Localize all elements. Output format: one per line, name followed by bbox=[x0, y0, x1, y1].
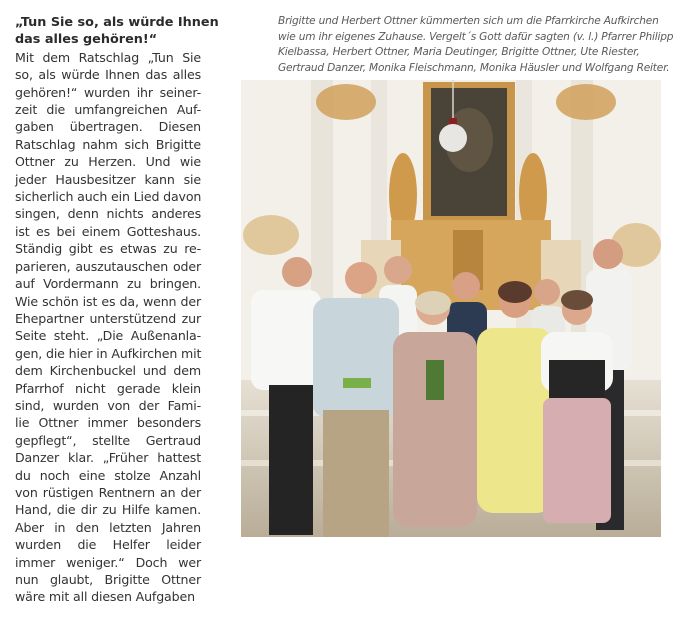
body-line: Mit dem Ratschlag „Tun Sie bbox=[15, 49, 201, 65]
group-photo bbox=[241, 80, 661, 537]
body-line: wäre mit all diesen Aufgaben bbox=[15, 589, 195, 605]
headline-line: das alles gehören!“ bbox=[15, 32, 158, 48]
body-line: nun glaubt, Brigitte Ottner bbox=[15, 572, 201, 587]
article-body bbox=[15, 49, 201, 606]
church-altar-group-illustration bbox=[241, 80, 661, 537]
body-line: von rüstigen Rentnern an der bbox=[15, 484, 201, 500]
body-line: auf Vordermann zu bringen. bbox=[15, 276, 201, 292]
body-line: Hand, die dir zu Hilfe kamen. bbox=[15, 502, 201, 518]
body-line: gehören!“ wurden ihr seiner- bbox=[15, 84, 201, 100]
body-line: Danzer klar. „Früher hattest bbox=[15, 450, 201, 466]
body-line: jeder Hausbesitzer kann sie bbox=[15, 171, 201, 187]
body-line: dem Kirchenbuckel und dem bbox=[15, 363, 201, 379]
photo-caption bbox=[278, 14, 674, 76]
body-line: ist es bei einem Gotteshaus. bbox=[15, 223, 201, 239]
body-line: Ständig gibt es etwas zu re- bbox=[15, 241, 201, 257]
body-line: Ratschlag nahm sich Brigitte bbox=[15, 136, 201, 152]
caption-line: wie um ihr eigenes Zuhause. Vergelt´s Gott dafür sagten (v. l.) Pfarrer Philipp bbox=[278, 30, 674, 43]
body-line: gen, die hier in Aufkirchen mit bbox=[15, 345, 202, 361]
body-line: Seite steht. „Die Außenanla- bbox=[15, 328, 201, 344]
body-line: Ottner zu Herzen. Und wie bbox=[15, 154, 201, 170]
body-line: Aber in den letzten Jahren bbox=[15, 519, 201, 535]
body-line: Pfarrhof nicht gerade klein bbox=[15, 380, 201, 396]
body-line: gaben übertragen. Diesen bbox=[15, 119, 201, 135]
body-line: zeit die umfangreichen Auf- bbox=[15, 102, 201, 118]
body-line: wurden die Helfer leider bbox=[15, 537, 201, 553]
body-line: du noch eine stolze Anzahl bbox=[15, 467, 201, 483]
body-line: so, als würde Ihnen das alles bbox=[15, 67, 201, 83]
body-line: Wie schön ist es da, wenn der bbox=[15, 293, 201, 309]
headline-line: „Tun Sie so, als würde Ihnen bbox=[15, 15, 219, 30]
body-line: parieren, auszutauschen oder bbox=[15, 258, 201, 274]
body-line: immer weniger.“ Doch wer bbox=[15, 554, 201, 570]
caption-line: Kielbassa, Herbert Ottner, Maria Deutinger, Brigitte Ottner, Ute Riester, bbox=[278, 46, 640, 59]
body-line: Ehepartner unterstützend zur bbox=[15, 310, 201, 326]
article-headline bbox=[15, 14, 219, 49]
body-line: singen, denn nichts anderes bbox=[15, 206, 201, 222]
caption-line: Brigitte und Herbert Ottner kümmerten sich um die Pfarrkirche Aufkirchen bbox=[278, 15, 659, 27]
body-line: lie Ottner immer besonders bbox=[15, 415, 201, 431]
article-column bbox=[15, 14, 219, 606]
body-line: sicherlich auch ein Lied davon bbox=[15, 189, 202, 205]
body-line: sind, wurden von der Fami- bbox=[15, 397, 201, 413]
body-line: gepflegt“, stellte Gertraud bbox=[15, 432, 201, 448]
caption-line: Gertraud Danzer, Monika Fleischmann, Monika Häusler und Wolfgang Reiter. bbox=[278, 61, 670, 74]
